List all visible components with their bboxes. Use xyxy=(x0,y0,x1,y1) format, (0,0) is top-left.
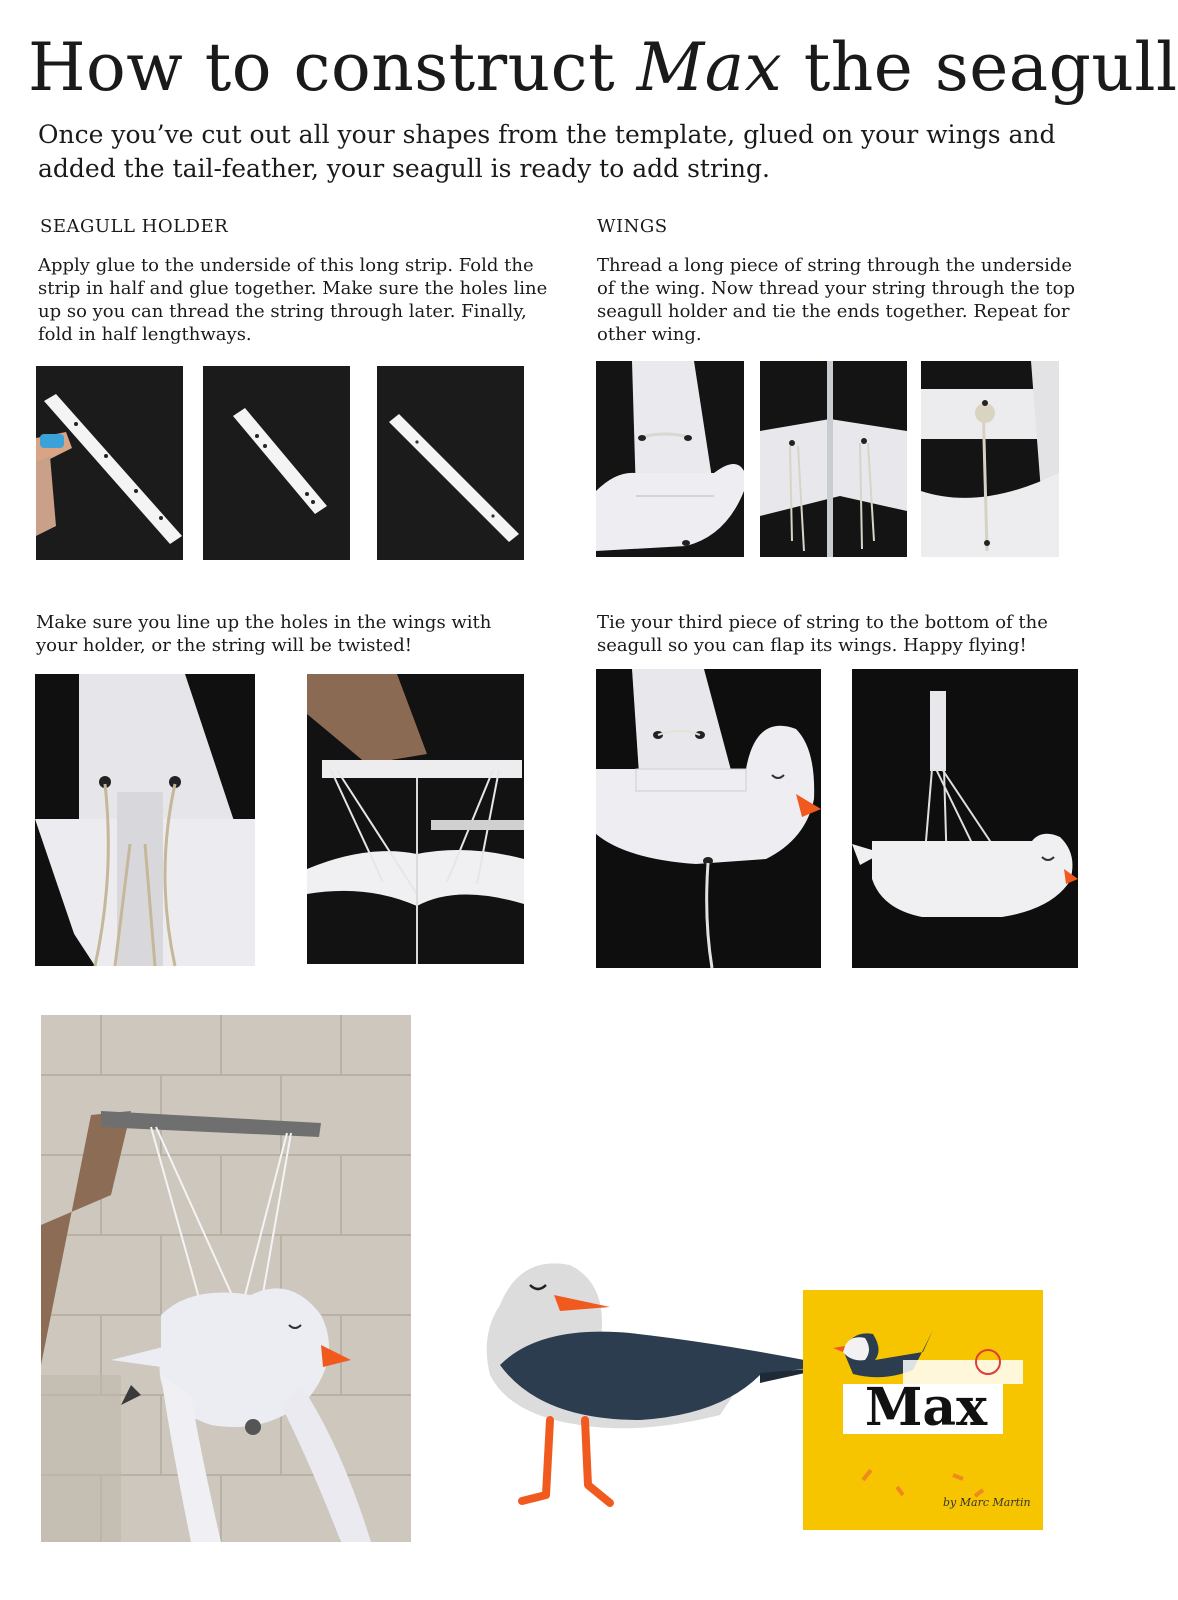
max-book-cover xyxy=(803,1290,1043,1530)
title-before: How to construct xyxy=(28,29,637,106)
finished-puppet-photo xyxy=(41,1015,411,1542)
title-emphasis: Max xyxy=(636,29,783,106)
lineup-strings-photo xyxy=(307,674,524,964)
holder-text: Apply glue to the underside of this long strip. Fold the strip in half and glue together. Make sure the holes line up so you can thread the string through later. Finally, fold in half lengthways. xyxy=(38,255,548,345)
wings-text: Thread a long piece of string through the underside of the wing. Now thread your string through the top seagull holder and tie the ends together. Repeat for other wing. xyxy=(597,255,1076,345)
wing-step-2-photo xyxy=(760,361,907,557)
tie-bottom-photo xyxy=(596,669,821,968)
holder-heading: SEAGULL HOLDER xyxy=(40,216,229,237)
tie-text: Tie your third piece of string to the bottom of the seagull so you can flap its wings. Happy flying! xyxy=(597,612,1048,656)
book-title: Max xyxy=(864,1377,988,1438)
lineup-holes-photo xyxy=(35,674,255,966)
seagull-illustration xyxy=(460,1255,840,1525)
tie-finished-photo xyxy=(852,669,1078,968)
title-after: the seagull xyxy=(782,29,1178,106)
holder-step-1-photo xyxy=(36,366,183,560)
intro-text: Once you’ve cut out all your shapes from the template, glued on your wings and added the tail-feather, your seagull is ready to add string. xyxy=(38,120,1056,183)
lineup-text: Make sure you line up the holes in the wings with your holder, or the string will be twisted! xyxy=(36,612,492,656)
page-title xyxy=(28,28,1178,108)
wing-step-3-photo xyxy=(921,361,1059,557)
holder-step-2-photo xyxy=(203,366,350,560)
book-author: by Marc Martin xyxy=(943,1496,1031,1509)
wings-heading: WINGS xyxy=(597,216,668,237)
holder-step-3-photo xyxy=(377,366,524,560)
wing-step-1-photo xyxy=(596,361,744,557)
